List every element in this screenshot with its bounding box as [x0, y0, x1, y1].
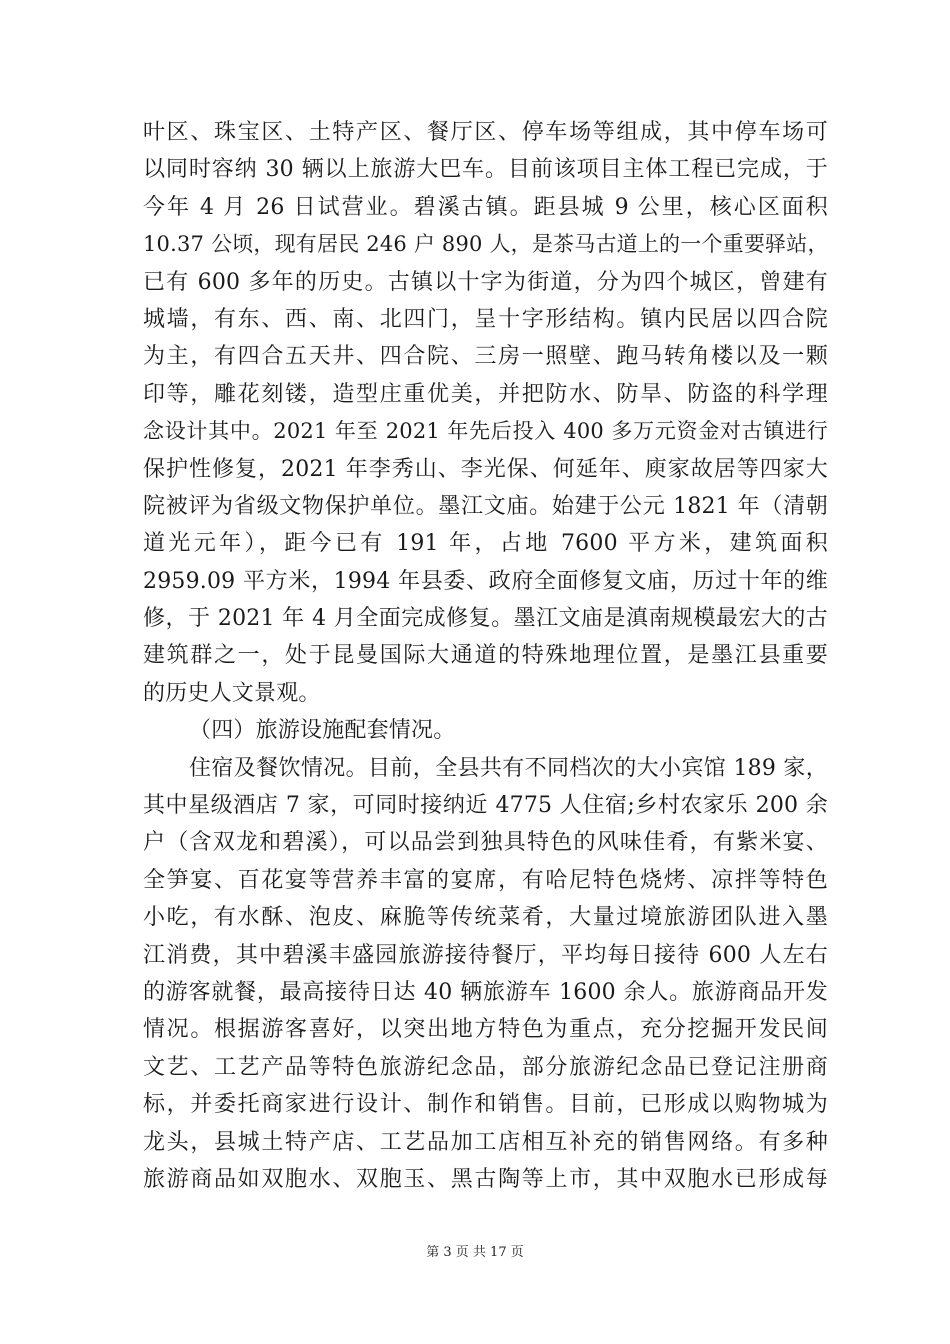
text-line: 小吃，有水酥、泡皮、麻脆等传统菜肴，大量过境旅游团队进入墨 — [143, 905, 828, 931]
page-number: 第 3 页 共 17 页 — [426, 1245, 524, 1260]
text-line: 的历史人文景观。 — [143, 680, 321, 706]
text-line: 已有 600 多年的历史。古镇以十字为街道，分为四个城区，曾建有 — [143, 269, 828, 295]
document-body — [143, 114, 828, 1198]
text-line: 叶区、珠宝区、土特产区、餐厅区、停车场等组成，其中停车场可 — [143, 120, 828, 145]
section-heading: （四）旅游设施配套情况。 — [189, 718, 456, 744]
text-line: 标，并委托商家进行设计、制作和销售。目前，已形成以购物城为 — [143, 1092, 828, 1118]
text-line: 以同时容纳 30 辆以上旅游大巴车。目前该项目主体工程已完成，于 — [143, 157, 828, 183]
text-line: 户（含双龙和碧溪），可以品尝到独具特色的风味佳肴，有紫米宴、 — [143, 830, 828, 856]
text-line: 道光元年），距今已有 191 年，占地 7600 平方米，建筑面积 — [143, 531, 828, 557]
text-line: 修，于 2021 年 4 月全面完成修复。墨江文庙是滇南规模最宏大的古 — [143, 606, 828, 632]
text-line: 城墙，有东、西、南、北四门，呈十字形结构。镇内民居以四合院 — [143, 306, 828, 332]
text-line: 院被评为省级文物保护单位。墨江文庙。始建于公元 1821 年（清朝 — [143, 493, 828, 519]
text-line: 江消费，其中碧溪丰盛园旅游接待餐厅，平均每日接待 600 人左右 — [143, 942, 828, 968]
text-line: 全笋宴、百花宴等营养丰富的宴席，有哈尼特色烧烤、凉拌等特色 — [143, 867, 828, 893]
text-line: 今年 4 月 26 日试营业。碧溪古镇。距县城 9 公里，核心区面积 — [143, 194, 828, 220]
text-line: 的游客就餐，最高接待日达 40 辆旅游车 1600 余人。旅游商品开发 — [143, 979, 828, 1005]
text-line: 10.37 公顷，现有居民 246 户 890 人，是茶马古道上的一个重要驿站， — [143, 232, 829, 257]
text-line: 念设计其中。2021 年至 2021 年先后投入 400 多万元资金对古镇进行 — [143, 419, 828, 444]
text-line: 2959.09 平方米，1994 年县委、政府全面修复文庙，历过十年的维 — [143, 568, 828, 594]
text-line: 保护性修复，2021 年李秀山、李光保、何延年、庾家故居等四家大 — [143, 456, 828, 482]
text-line: 建筑群之一，处于昆曼国际大通道的特殊地理位置，是墨江县重要 — [143, 643, 828, 669]
text-line: 旅游商品如双胞水、双胞玉、黑古陶等上市，其中双胞水已形成每 — [143, 1166, 828, 1192]
text-line: 其中星级酒店 7 家，可同时接纳近 4775 人住宿;乡村农家乐 200 余 — [143, 793, 828, 819]
text-line: 印等，雕花刻镂，造型庄重优美，并把防水、防旱、防盗的科学理 — [143, 381, 828, 407]
text-line: 龙头，县城土特产店、工艺品加工店相互补充的销售网络。有多种 — [143, 1129, 828, 1155]
text-line: 为主，有四合五天井、四合院、三房一照壁、跑马转角楼以及一颗 — [143, 344, 828, 370]
text-line: 文艺、工艺产品等特色旅游纪念品，部分旅游纪念品已登记注册商 — [143, 1054, 828, 1080]
text-line: 情况。根据游客喜好，以突出地方特色为重点，充分挖掘开发民间 — [143, 1017, 828, 1043]
text-line: 住宿及餐饮情况。目前，全县共有不同档次的大小宾馆 189 家， — [189, 755, 828, 781]
